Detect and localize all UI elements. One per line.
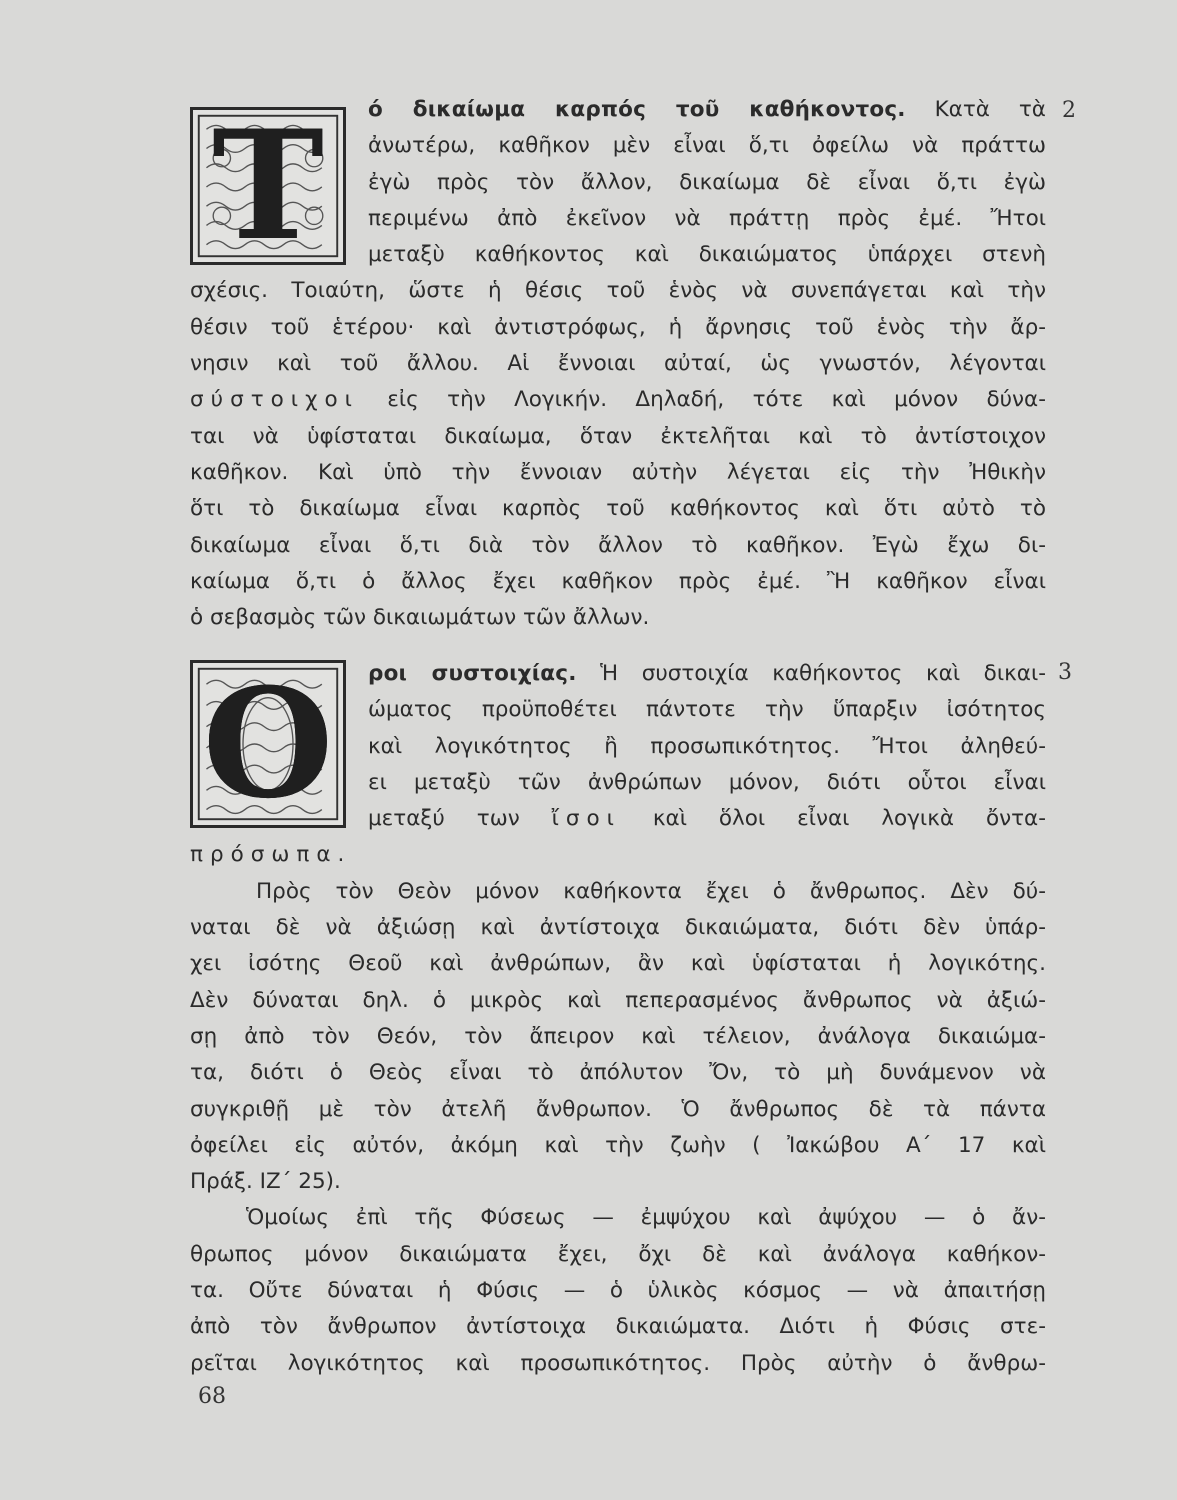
text-line: Δὲν δύναται δηλ. ὁ μικρὸς καὶ πεπερασμένος ἄνθρωπος νὰ ἀξιώ- <box>190 987 1046 1013</box>
text-line: μεταξὺ καθήκοντος καὶ δικαιώματος ὑπάρχει στενὴ <box>368 242 1046 268</box>
text-line: τα. Οὔτε δύναται ἡ Φύσις — ὁ ὑλικὸς κόσμος — νὰ ἀπαιτήσῃ <box>190 1278 1046 1304</box>
section-heading: ό δικαίωμα καρπός τοῦ καθήκοντος. <box>368 97 906 122</box>
text-line: μεταξύ των ἴσοι καὶ ὅλοι εἶναι λογικὰ ὄντα- <box>368 806 1046 832</box>
section-heading: ροι συστοιχίας. <box>368 661 577 686</box>
text-line: Ὁμοίως ἐπὶ τῆς Φύσεως — ἐμψύχου καὶ ἀψύχου — ὁ ἄν- <box>246 1205 1046 1231</box>
text-line: ὅτι τὸ δικαίωμα εἶναι καρπὸς τοῦ καθήκοντος καὶ ὅτι αὐτὸ τὸ <box>190 496 1046 522</box>
text-line: ἀνωτέρω, καθῆκον μὲν εἶναι ὅ,τι ὀφείλω νὰ πράττω <box>368 133 1046 159</box>
text-line: συγκριθῇ μὲ τὸν ἀτελῆ ἄνθρωπον. Ὁ ἄνθρωπος δὲ τὰ πάντα <box>190 1096 1046 1122</box>
text-line: ἐγὼ πρὸς τὸν ἄλλον, δικαίωμα δὲ εἶναι ὅ,τι ἐγὼ <box>368 169 1046 195</box>
text-line: καὶ λογικότητος ἢ προσωπικότητος. Ἤτοι ἀληθεύ- <box>368 733 1046 759</box>
section-2 <box>190 656 1046 1382</box>
text-line: ει μεταξὺ τῶν ἀνθρώπων μόνον, διότι οὗτοι εἶναι <box>368 769 1046 795</box>
text-line <box>190 837 1046 873</box>
text-line: Πράξ. ΙΖ΄ 25). <box>190 1169 341 1195</box>
text-line: χει ἰσότης Θεοῦ καὶ ἀνθρώπων, ἂν καὶ ὑφίσταται ἡ λογικότης. <box>190 951 1046 977</box>
text-line: περιμένω ἀπὸ ἐκεῖνον νὰ πράττῃ πρὸς ἐμέ. Ἤτοι <box>368 205 1046 231</box>
text-line: ται νὰ ὑφίσταται δικαίωμα, ὅταν ἐκτελῆται καὶ τὸ ἀντίστοιχον <box>190 423 1046 449</box>
ornamental-dropcap-o <box>190 656 346 832</box>
text-line: νησιν καὶ τοῦ ἄλλου. Αἱ ἔννοιαι αὐταί, ὡς γνωστόν, λέγονται <box>190 351 1046 377</box>
text-line: δικαίωμα εἶναι ὅ,τι διὰ τὸν ἄλλον τὸ καθῆκον. Ἐγὼ ἔχω δι- <box>190 532 1046 558</box>
emphasized-word: πρόσωπα. <box>190 842 352 868</box>
text-line: σχέσις. Τοιαύτη, ὥστε ἡ θέσις τοῦ ἑνὸς νὰ συνεπάγεται καὶ τὴν <box>190 278 1046 304</box>
text-line: ναται δὲ νὰ ἀξιώσῃ καὶ ἀντίστοιχα δικαιώματα, διότι δὲν ὑπάρ- <box>190 915 1046 941</box>
section-marker-2: 2 <box>1062 98 1076 123</box>
text-line: σύστοιχοι εἰς τὴν Λογικήν. Δηλαδή, τότε καὶ μόνον δύνα- <box>190 387 1046 413</box>
text-line: καθῆκον. Καὶ ὑπὸ τὴν ἔννοιαν αὐτὴν λέγεται εἰς τὴν Ἠθικὴν <box>190 459 1046 485</box>
ornamental-dropcap-t <box>190 98 346 274</box>
emphasized-word: σύστοιχοι <box>190 387 359 413</box>
text-line: ὀφείλει εἰς αὐτόν, ἀκόμη καὶ τὴν ζωὴν ( Ἰακώβου Α΄ 17 καὶ <box>190 1132 1046 1158</box>
page-number: 68 <box>198 1384 226 1409</box>
text-line: τα, διότι ὁ Θεὸς εἶναι τὸ ἀπόλυτον Ὄν, τὸ μὴ δυνάμενον νὰ <box>190 1060 1046 1086</box>
dropcap-letter: Ο <box>202 656 334 832</box>
text-line: ρεῖται λογικότητος καὶ προσωπικότητος. Πρὸς αὐτὴν ὁ ἄνθρω- <box>190 1350 1046 1376</box>
text-line: Πρὸς τὸν Θεὸν μόνον καθήκοντα ἔχει ὁ ἄνθρωπος. Δὲν δύ- <box>256 878 1046 904</box>
text-line: καίωμα ὅ,τι ὁ ἄλλος ἔχει καθῆκον πρὸς ἐμέ. Ἢ καθῆκον εἶναι <box>190 568 1046 594</box>
text-line: σῃ ἀπὸ τὸν Θεόν, τὸν ἄπειρον καὶ τέλειον, ἀνάλογα δικαιώμα- <box>190 1023 1046 1049</box>
text-line: ώματος προϋποθέτει πάντοτε τὴν ὕπαρξιν ἰσότητος <box>368 697 1046 723</box>
section-marker-3: 3 <box>1058 660 1072 685</box>
text-line: ό δικαίωμα καρπός τοῦ καθήκοντος. Κατὰ τὰ <box>368 97 1046 122</box>
text-line: θρωπος μόνον δικαιώματα ἔχει, ὄχι δὲ καὶ ἀνάλογα καθήκον- <box>190 1241 1046 1267</box>
emphasized-word: ἴσοι <box>551 806 621 832</box>
text-line: θέσιν τοῦ ἑτέρου· καὶ ἀντιστρόφως, ἡ ἄρνησις τοῦ ἑνὸς τὴν ἄρ- <box>190 314 1046 340</box>
text-line: ροι συστοιχίας. Ἡ συστοιχία καθήκοντος καὶ δικαι- <box>368 661 1046 686</box>
text-line: ὁ σεβασμὸς τῶν δικαιωμάτων τῶν ἄλλων. <box>190 605 650 631</box>
section-1 <box>190 92 1046 636</box>
text-line: ἀπὸ τὸν ἄνθρωπον ἀντίστοιχα δικαιώματα. Διότι ἡ Φύσις στε- <box>190 1314 1046 1340</box>
dropcap-letter: Τ <box>212 98 324 274</box>
